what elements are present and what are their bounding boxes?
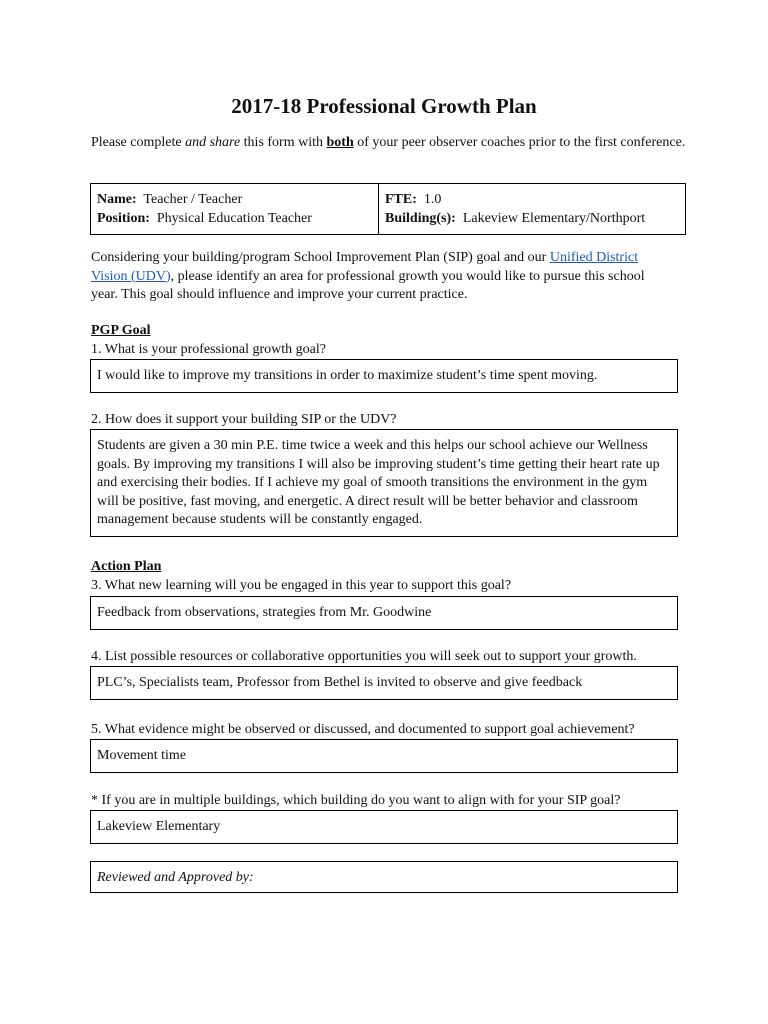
teacher-info-table <box>90 183 686 235</box>
answer-3-box[interactable]: Feedback from observations, strategies from Mr. Goodwine <box>90 596 678 630</box>
vision-paragraph <box>91 249 651 305</box>
question-2: 2. How does it support your building SIP or the UDV? <box>91 412 397 427</box>
question-3: 3. What new learning will you be engaged in this year to support this goal? <box>91 578 512 593</box>
buildings-label: Building(s): <box>385 211 456 226</box>
udv-link[interactable]: Unified District Vision (UDV) <box>91 250 639 284</box>
question-1: 1. What is your professional growth goal? <box>91 342 326 357</box>
teacher-info-left <box>91 184 379 234</box>
position-value: Physical Education Teacher <box>156 211 312 226</box>
fte-value: 1.0 <box>423 192 442 207</box>
intro-paragraph <box>91 134 691 153</box>
name-label: Name: <box>97 192 137 207</box>
answer-4-box[interactable]: PLC’s, Specialists team, Professor from Bethel is invited to observe and give feedback <box>90 666 678 700</box>
fte-label: FTE: <box>385 192 417 207</box>
answer-6-box[interactable]: Lakeview Elementary <box>90 810 678 844</box>
document-title: 2017-18 Professional Growth Plan <box>231 94 537 118</box>
teacher-info-right <box>379 184 685 234</box>
action-plan-heading: Action Plan <box>91 559 162 574</box>
intro-text-1: Please complete <box>91 135 186 150</box>
answer-2-box[interactable]: Students are given a 30 min P.E. time twice a week and this helps our school achieve our Wellness goals. By improving my transitions I will also be improving student’s time getting their heart rate up and exercising their bodies. If I achieve my goal of smooth transitions the environment in the gym will be positive, fast moving, and energetic. A direct result will be better behavior and classroom management because students will be constantly engaged. <box>90 429 678 537</box>
vision-text-2: , please identify an area for professional growth you would like to pursue this school year. This goal should influence and improve your current practice. <box>91 268 645 302</box>
answer-5-box[interactable]: Movement time <box>90 739 678 773</box>
answer-1-box[interactable]: I would like to improve my transitions in order to maximize student’s time spent moving. <box>90 359 678 393</box>
intro-text-2: this form with <box>240 135 327 150</box>
intro-bold: both <box>326 135 354 150</box>
name-value: Teacher / Teacher <box>143 192 243 207</box>
reviewed-approved-box[interactable]: Reviewed and Approved by: <box>90 861 678 893</box>
buildings-value: Lakeview Elementary/Northport <box>462 211 646 226</box>
position-label: Position: <box>97 211 150 226</box>
question-5: 5. What evidence might be observed or discussed, and documented to support goal achievement? <box>91 722 635 737</box>
vision-text-1: Considering your building/program School Improvement Plan (SIP) goal and our <box>91 250 550 265</box>
intro-text-3: of your peer observer coaches prior to the first conference. <box>353 135 686 150</box>
pgp-goal-heading: PGP Goal <box>91 323 151 338</box>
intro-emphasis: and share <box>185 135 241 150</box>
question-6: * If you are in multiple buildings, which building do you want to align with for your SIP goal? <box>91 793 621 808</box>
question-4: 4. List possible resources or collaborative opportunities you will seek out to support your growth. <box>91 649 637 664</box>
